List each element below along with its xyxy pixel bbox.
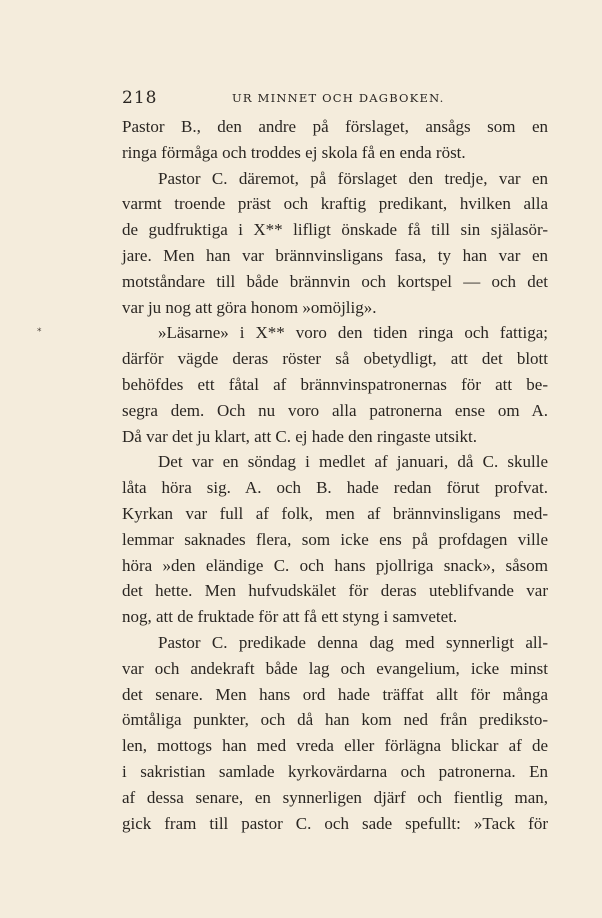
text-line: varmt troende präst och kraftig predikant, hvilken alla [122,194,548,214]
page-number: 218 [122,88,158,108]
text-line: »Läsarne» i X** voro den tiden ringa och fattiga; [158,323,548,343]
text-line: det senare. Men hans ord hade träffat allt för många [122,684,548,704]
text-line: höra »den eländige C. och hans pjollriga snack», såsom [122,555,548,575]
text-line: var ju nog att göra honom »omöjlig». [122,297,377,317]
text-line: ringa förmåga och troddes ej skola få en enda röst. [122,142,466,162]
text-line: i sakristian samlade kyrkovärdarna och patronerna. En [122,761,548,781]
margin-mark: * [37,327,42,337]
text-line: det hette. Men hufvudskälet för deras uteblifvande var [122,581,548,601]
text-line: de gudfruktiga i X** lifligt önskade få till sin själasör- [122,220,548,240]
text-line: len, mottogs han med vreda eller förlägna blickar af de [122,736,548,756]
page-header [122,88,548,108]
text-line: Det var en söndag i medlet af januari, då C. skulle [158,452,548,472]
text-line: därför vägde deras röster så obetydligt, att det blott [122,349,548,369]
text-line: segra dem. Och nu voro alla patronerna ense om A. [122,400,548,420]
text-line: låta höra sig. A. och B. hade redan förut profvat. [122,478,548,498]
text-line: motståndare till både brännvin och kortspel — och det [122,271,548,291]
text-line: af dessa senare, en synnerligen djärf och fientlig man, [122,787,548,807]
text-line: lemmar saknades flera, som icke ens på profdagen ville [122,529,548,549]
text-line: nog, att de fruktade för att få ett styng i samvetet. [122,607,458,627]
text-line: Pastor C. däremot, på förslaget den tredje, var en [158,168,548,188]
text-line: ömtåliga punkter, och då han kom ned från prediksto- [122,710,548,730]
text-line: behöfdes ett fåtal af brännvinspatronernas för att be- [122,374,548,394]
text-line: gick fram till pastor C. och sade spefullt: »Tack för [122,813,548,833]
body-text [122,114,548,836]
text-line: Kyrkan var full af folk, men af brännvinsligans med- [122,503,548,523]
text-line: var och andekraft både lag och evangelium, icke minst [122,658,548,678]
running-title: UR MINNET OCH DAGBOKEN. [232,91,445,105]
text-line: Pastor C. predikade denna dag med synnerligt all- [158,632,548,652]
text-line: Pastor B., den andre på förslaget, ansågs som en [122,117,548,136]
text-line: Då var det ju klart, att C. ej hade den ringaste utsikt. [122,426,478,446]
text-line: jare. Men han var brännvinsligans fasa, ty han var en [122,245,548,265]
